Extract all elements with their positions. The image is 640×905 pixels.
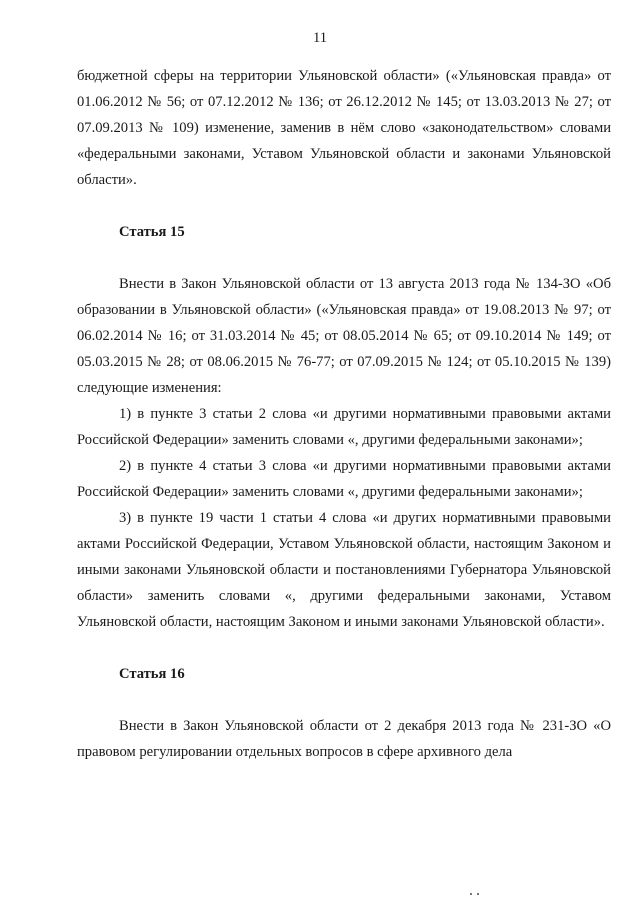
article-15-item-3: 3) в пункте 19 части 1 статьи 4 слова «и других нормативными правовыми актами Российской Федерации, Уставом Ульяновской области, настоящим Законом и иными законами Ульяновской области и постановлениями Губернатора Ульяновской области» заменить словами «, другими федеральными законами, Уставом Ульяновской области, настоящим Законом и иными законами Ульяновской области». xyxy=(77,510,611,630)
document-body xyxy=(77,63,611,765)
intro-paragraph: бюджетной сферы на территории Ульяновской области» («Ульяновская правда» от 01.06.2012 № 56; от 07.12.2012 № 136; от 26.12.2012 № 145; от 13.03.2013 № 27; от 07.09.2013 № 109) изменение, заменив в нём слово «законодательством» словами «федеральными законами, Уставом Ульяновской области и законами Ульяновской области». xyxy=(77,68,611,188)
article-15-item-2: 2) в пункте 4 статьи 3 слова «и другими нормативными правовыми актами Российской Федерации» заменить словами «, другими федеральными законами»; xyxy=(77,458,611,500)
scan-artifact xyxy=(470,878,494,882)
spacer xyxy=(77,635,611,661)
article-15-heading: Статья 15 xyxy=(119,224,185,240)
page-number: 11 xyxy=(312,30,328,46)
article-15-intro: Внести в Закон Ульяновской области от 13 августа 2013 года № 134-ЗО «Об образовании в Ульяновской области» («Ульяновская правда» от 19.08.2013 № 97; от 06.02.2014 № 16; от 31.03.2014 № 45; от 08.05.2014 № 65; от 09.10.2014 № 149; от 05.03.2015 № 28; от 08.06.2015 № 76-77; от 07.09.2015 № 124; от 05.10.2015 № 139) следующие изменения: xyxy=(77,276,611,396)
spacer xyxy=(77,245,611,271)
spacer xyxy=(77,687,611,713)
article-16-intro: Внести в Закон Ульяновской области от 2 декабря 2013 года № 231-ЗО «О правовом регулировании отдельных вопросов в сфере архивного дела xyxy=(77,718,611,760)
article-16-heading: Статья 16 xyxy=(119,666,185,682)
spacer xyxy=(77,193,611,219)
article-15-item-1: 1) в пункте 3 статьи 2 слова «и другими нормативными правовыми актами Российской Федерации» заменить словами «, другими федеральными законами»; xyxy=(77,406,611,448)
